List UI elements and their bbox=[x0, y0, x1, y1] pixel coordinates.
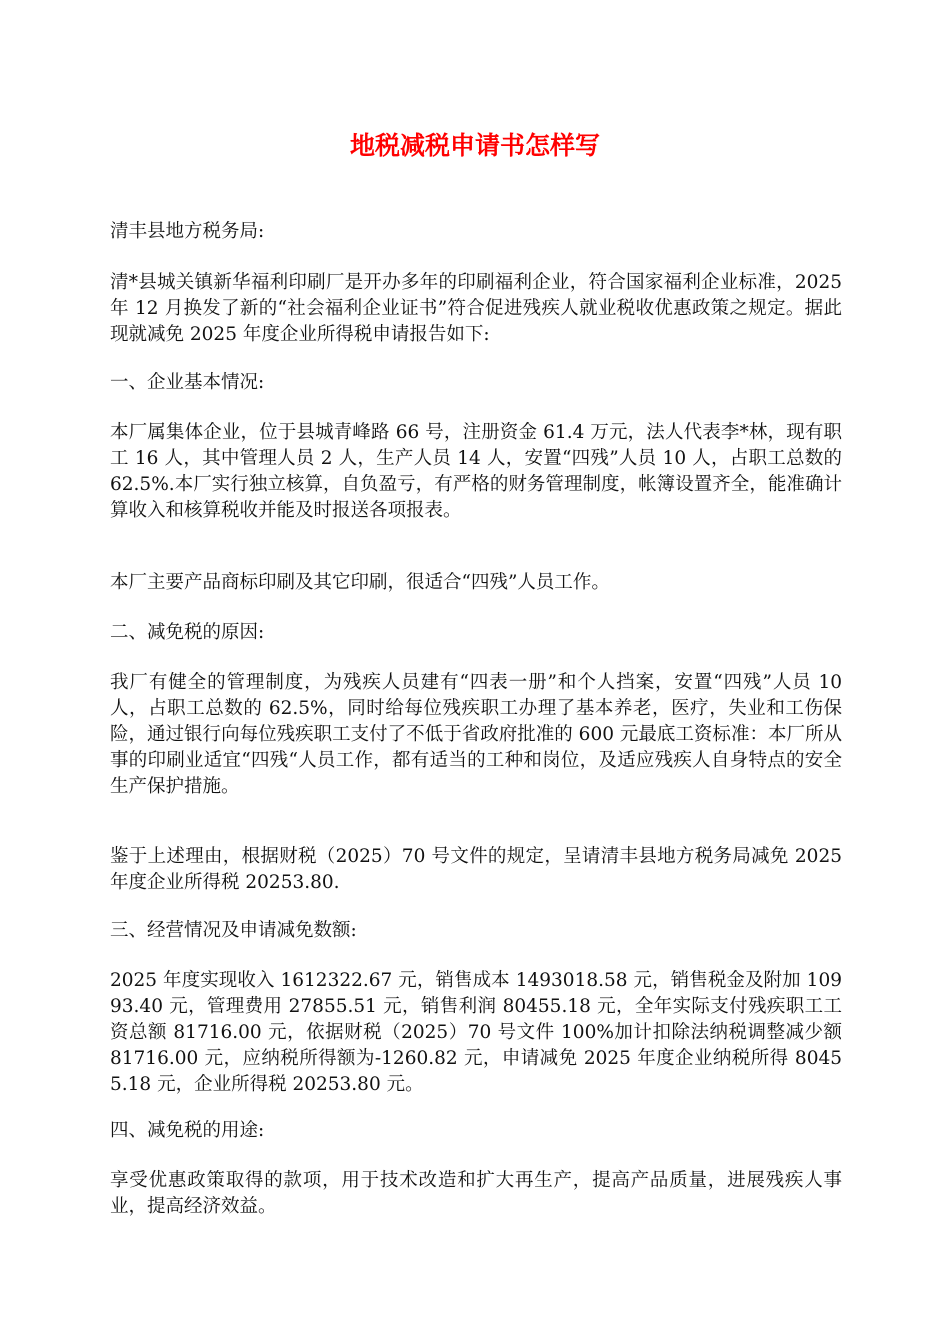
request-paragraph: 鉴于上述理由，根据财税（2025）70 号文件的规定，呈请清丰县地方税务局减免 2025 年度企业所得税 20253.80. bbox=[110, 846, 842, 893]
salutation: 清丰县地方税务局: bbox=[110, 221, 265, 242]
document-title: 地税减税申请书怎样写 bbox=[349, 131, 600, 160]
basic-info-paragraph: 本厂属集体企业，位于县城青峰路 66 号，注册资金 61.4 万元，法人代表李*林，现有职工 16 人，其中管理人员 2 人，生产人员 14 人，安置“四残”人员 10 人，占职工总数的 62.5%.本厂实行独立核算，自负盈亏，有严格的财务管理制度，帐簿设置齐全，能准确计算收入和核算税收并能及时报送各项报表。 bbox=[110, 422, 842, 521]
products-paragraph: 本厂主要产品商标印刷及其它印刷，很适合“四残”人员工作。 bbox=[110, 572, 610, 593]
section-heading-usage: 四、减免税的用途: bbox=[110, 1120, 265, 1141]
reasons-paragraph: 我厂有健全的管理制度，为残疾人员建有“四表一册”和个人挡案，安置“四残”人员 10 人，占职工总数的 62.5%，同时给每位残疾职工办理了基本养老，医疗，失业和工伤保险，通过银行向每位残疾职工支付了不低于省政府批准的 600 元最底工资标准：本厂所从事的印刷业适宜“四残“人员工作，都有适当的工种和岗位，及适应残疾人自身特点的安全生产保护措施。 bbox=[110, 672, 842, 797]
operations-paragraph: 2025 年度实现收入 1612322.67 元，销售成本 1493018.58 元，销售税金及附加 10993.40 元，管理费用 27855.51 元，销售利润 80455.18 元，全年实际支付残疾职工工资总额 81716.00 元，依据财税（2025）70 号文件 100%加计扣除法纳税调整减少额 81716.00 元，应纳税所得额为-1260.82 元，申请减免 2025 年度企业纳税所得 80455.18 元，企业所得税 20253.80 元。 bbox=[110, 970, 842, 1095]
usage-paragraph: 享受优惠政策取得的款项，用于技术改造和扩大再生产，提高产品质量，进展残疾人事业，提高经济效益。 bbox=[110, 1170, 842, 1217]
section-heading-basic-info: 一、企业基本情况: bbox=[110, 372, 265, 393]
section-heading-operations: 三、经营情况及申请减免数额: bbox=[110, 920, 357, 941]
section-heading-reasons: 二、减免税的原因: bbox=[110, 622, 265, 643]
intro-paragraph: 清*县城关镇新华福利印刷厂是开办多年的印刷福利企业，符合国家福利企业标准，2025 年 12 月换发了新的“社会福利企业证书”符合促进残疾人就业税收优惠政策之规定。据此现就减免 2025 年度企业所得税申请报告如下: bbox=[110, 272, 842, 345]
